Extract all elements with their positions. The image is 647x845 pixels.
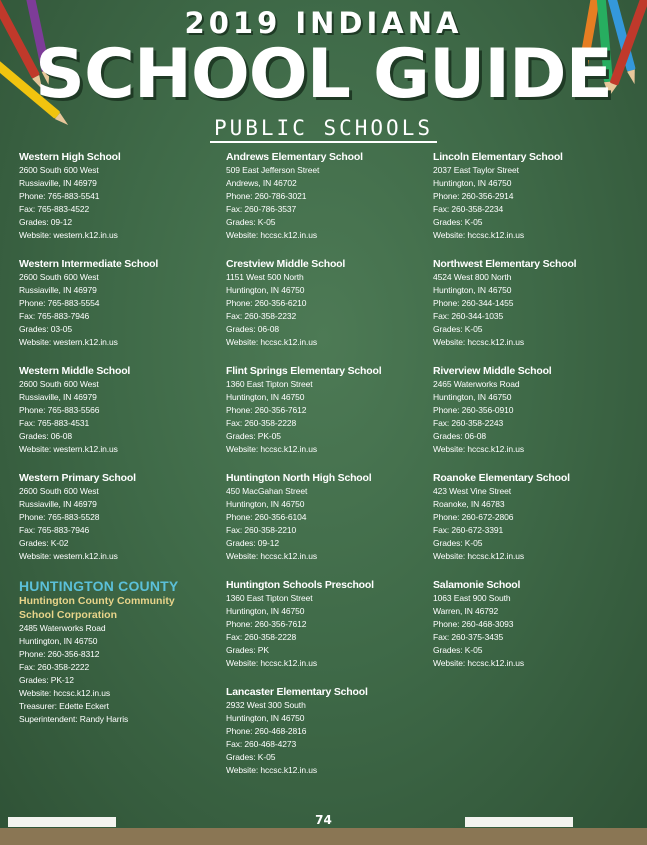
county-block — [19, 578, 219, 726]
corporation-name-line2: School Corporation — [19, 609, 117, 621]
school-detail-line: Phone: 260-344-1455 — [433, 298, 514, 308]
school-detail-line: Website: hccsc.k12.in.us — [433, 230, 524, 240]
county-detail-line: Website: hccsc.k12.in.us — [19, 688, 110, 698]
school-detail-line: Grades: PK-05 — [226, 431, 281, 441]
school-name: Western Middle School — [19, 365, 131, 377]
page-number: 74 — [315, 813, 332, 827]
school-detail-line: Grades: 09-12 — [19, 217, 73, 227]
school-detail-line: Fax: 260-358-2228 — [226, 418, 297, 428]
school-name: Huntington North High School — [226, 472, 372, 484]
school-detail-line: Phone: 260-356-6104 — [226, 512, 307, 522]
county-detail-line: Superintendent: Randy Harris — [19, 714, 129, 724]
school-detail-line: Grades: K-02 — [19, 538, 69, 548]
school-entry — [226, 257, 426, 349]
school-name: Northwest Elementary School — [433, 258, 577, 270]
school-detail-line: Huntington, IN 46750 — [226, 499, 305, 509]
school-detail-line: Website: hccsc.k12.in.us — [226, 337, 317, 347]
school-entry — [433, 364, 633, 456]
school-detail-line: Grades: 06-08 — [226, 324, 280, 334]
school-entry — [226, 471, 426, 563]
school-entry — [226, 578, 426, 670]
school-list — [226, 150, 426, 777]
school-detail-line: Grades: K-05 — [226, 217, 276, 227]
school-entry — [19, 364, 219, 456]
school-detail-line: Grades: K-05 — [433, 645, 483, 655]
school-detail-line: Fax: 765-883-7946 — [19, 311, 90, 321]
school-name: Flint Springs Elementary School — [226, 365, 382, 377]
county-detail-line: Treasurer: Edette Eckert — [19, 701, 109, 711]
school-detail-line: Phone: 765-883-5528 — [19, 512, 100, 522]
column-3 — [433, 150, 633, 685]
page-subtitle: PUBLIC SCHOOLS — [210, 116, 437, 143]
school-name: Salamonie School — [433, 579, 521, 591]
school-detail-line: 2600 South 600 West — [19, 165, 99, 175]
school-entry — [226, 364, 426, 456]
school-detail-line: Website: hccsc.k12.in.us — [226, 230, 317, 240]
school-detail-line: Fax: 260-672-3391 — [433, 525, 504, 535]
school-detail-line: Huntington, IN 46750 — [433, 178, 512, 188]
school-detail-line: Phone: 260-786-3021 — [226, 191, 307, 201]
school-name: Western Intermediate School — [19, 258, 159, 270]
school-detail-line: Huntington, IN 46750 — [226, 392, 305, 402]
school-name: Lincoln Elementary School — [433, 151, 563, 163]
school-detail-line: Website: hccsc.k12.in.us — [433, 337, 524, 347]
county-detail-line: 2485 Waterworks Road — [19, 623, 106, 633]
school-detail-line: Grades: 06-08 — [19, 431, 73, 441]
school-name: Roanoke Elementary School — [433, 472, 570, 484]
school-detail-line: Fax: 765-883-4522 — [19, 204, 90, 214]
school-entry — [226, 150, 426, 242]
school-detail-line: Phone: 260-672-2806 — [433, 512, 514, 522]
school-detail-line: Fax: 260-344-1035 — [433, 311, 504, 321]
school-list — [433, 150, 633, 670]
school-detail-line: Website: hccsc.k12.in.us — [226, 658, 317, 668]
school-detail-line: Fax: 260-358-2228 — [226, 632, 297, 642]
county-details — [19, 622, 219, 726]
school-detail-line: Grades: K-05 — [226, 752, 276, 762]
school-detail-line: 1360 East Tipton Street — [226, 593, 313, 603]
school-detail-line: Phone: 765-883-5541 — [19, 191, 100, 201]
school-detail-line: Website: western.k12.in.us — [19, 444, 118, 454]
school-detail-line: Fax: 260-358-2234 — [433, 204, 504, 214]
school-entry — [433, 257, 633, 349]
school-detail-line: Grades: 09-12 — [226, 538, 280, 548]
school-name: Crestview Middle School — [226, 258, 346, 270]
school-detail-line: Phone: 260-468-2816 — [226, 726, 307, 736]
school-detail-line: Huntington, IN 46750 — [226, 606, 305, 616]
school-detail-line: Website: hccsc.k12.in.us — [433, 551, 524, 561]
school-detail-line: Grades: K-05 — [433, 324, 483, 334]
school-detail-line: Website: hccsc.k12.in.us — [433, 658, 524, 668]
school-name: Lancaster Elementary School — [226, 686, 368, 698]
school-detail-line: 2600 South 600 West — [19, 272, 99, 282]
header-year: 2019 INDIANA — [184, 6, 463, 40]
school-detail-line: 2600 South 600 West — [19, 379, 99, 389]
school-detail-line: 4524 West 800 North — [433, 272, 512, 282]
school-detail-line: 450 MacGahan Street — [226, 486, 308, 496]
school-detail-line: Website: western.k12.in.us — [19, 551, 118, 561]
school-entry — [433, 471, 633, 563]
school-detail-line: Fax: 765-883-7946 — [19, 525, 90, 535]
school-detail-line: Grades: K-05 — [433, 538, 483, 548]
page-header — [0, 6, 647, 143]
school-detail-line: Phone: 260-356-0910 — [433, 405, 514, 415]
school-detail-line: Huntington, IN 46750 — [433, 285, 512, 295]
school-detail-line: 1360 East Tipton Street — [226, 379, 313, 389]
school-detail-line: Fax: 260-358-2232 — [226, 311, 297, 321]
school-detail-line: Website: western.k12.in.us — [19, 337, 118, 347]
school-detail-line: Fax: 260-375-3435 — [433, 632, 504, 642]
school-detail-line: Phone: 260-356-7612 — [226, 619, 307, 629]
school-detail-line: Huntington, IN 46750 — [226, 713, 305, 723]
county-detail-line: Grades: PK-12 — [19, 675, 74, 685]
school-detail-line: Huntington, IN 46750 — [433, 392, 512, 402]
school-detail-line: Phone: 260-356-2914 — [433, 191, 514, 201]
school-detail-line: Russiaville, IN 46979 — [19, 285, 97, 295]
school-detail-line: Grades: PK — [226, 645, 269, 655]
school-name: Andrews Elementary School — [226, 151, 363, 163]
school-name: Western High School — [19, 151, 121, 163]
school-detail-line: Grades: 06-08 — [433, 431, 487, 441]
school-detail-line: Phone: 765-883-5566 — [19, 405, 100, 415]
school-entry — [19, 150, 219, 242]
school-detail-line: 423 West Vine Street — [433, 486, 512, 496]
school-detail-line: Website: hccsc.k12.in.us — [226, 551, 317, 561]
page-title: SCHOOL GUIDE — [35, 35, 612, 114]
school-detail-line: Phone: 260-356-7612 — [226, 405, 307, 415]
school-name: Western Primary School — [19, 472, 136, 484]
column-1 — [19, 150, 219, 726]
column-2 — [226, 150, 426, 792]
school-detail-line: Grades: K-05 — [433, 217, 483, 227]
school-detail-line: 2600 South 600 West — [19, 486, 99, 496]
school-detail-line: 2932 West 300 South — [226, 700, 306, 710]
school-detail-line: Warren, IN 46792 — [433, 606, 499, 616]
school-name: Huntington Schools Preschool — [226, 579, 374, 591]
school-entry — [226, 685, 426, 777]
school-detail-line: Website: hccsc.k12.in.us — [226, 765, 317, 775]
school-detail-line: Roanoke, IN 46783 — [433, 499, 505, 509]
school-detail-line: Website: hccsc.k12.in.us — [226, 444, 317, 454]
county-detail-line: Huntington, IN 46750 — [19, 636, 98, 646]
school-detail-line: 1151 West 500 North — [226, 272, 304, 282]
county-detail-line: Fax: 260-358-2222 — [19, 662, 90, 672]
school-detail-line: Fax: 260-786-3537 — [226, 204, 297, 214]
school-detail-line: Fax: 260-358-2210 — [226, 525, 297, 535]
county-heading: HUNTINGTON COUNTY — [19, 578, 179, 594]
chalkboard-ledge — [0, 828, 647, 845]
county-detail-line: Phone: 260-356-8312 — [19, 649, 100, 659]
school-detail-line: Phone: 260-356-6210 — [226, 298, 307, 308]
school-detail-line: Phone: 765-883-5554 — [19, 298, 100, 308]
corporation-name-line1: Huntington County Community — [19, 595, 175, 607]
school-entry — [433, 150, 633, 242]
school-entry — [433, 578, 633, 670]
school-detail-line: 509 East Jefferson Street — [226, 165, 320, 175]
school-detail-line: Fax: 765-883-4531 — [19, 418, 90, 428]
school-detail-line: Website: hccsc.k12.in.us — [433, 444, 524, 454]
school-detail-line: 1063 East 900 South — [433, 593, 511, 603]
school-detail-line: Phone: 260-468-3093 — [433, 619, 514, 629]
school-detail-line: Russiaville, IN 46979 — [19, 392, 97, 402]
school-name: Riverview Middle School — [433, 365, 552, 377]
school-detail-line: Website: western.k12.in.us — [19, 230, 118, 240]
school-entry — [19, 471, 219, 563]
school-detail-line: Fax: 260-468-4273 — [226, 739, 297, 749]
school-list — [19, 150, 219, 563]
school-detail-line: Andrews, IN 46702 — [226, 178, 297, 188]
school-detail-line: Grades: 03-05 — [19, 324, 73, 334]
school-detail-line: Huntington, IN 46750 — [226, 285, 305, 295]
school-detail-line: Russiaville, IN 46979 — [19, 178, 97, 188]
school-detail-line: Fax: 260-358-2243 — [433, 418, 504, 428]
school-detail-line: Russiaville, IN 46979 — [19, 499, 97, 509]
school-detail-line: 2465 Waterworks Road — [433, 379, 520, 389]
school-entry — [19, 257, 219, 349]
school-detail-line: 2037 East Taylor Street — [433, 165, 519, 175]
